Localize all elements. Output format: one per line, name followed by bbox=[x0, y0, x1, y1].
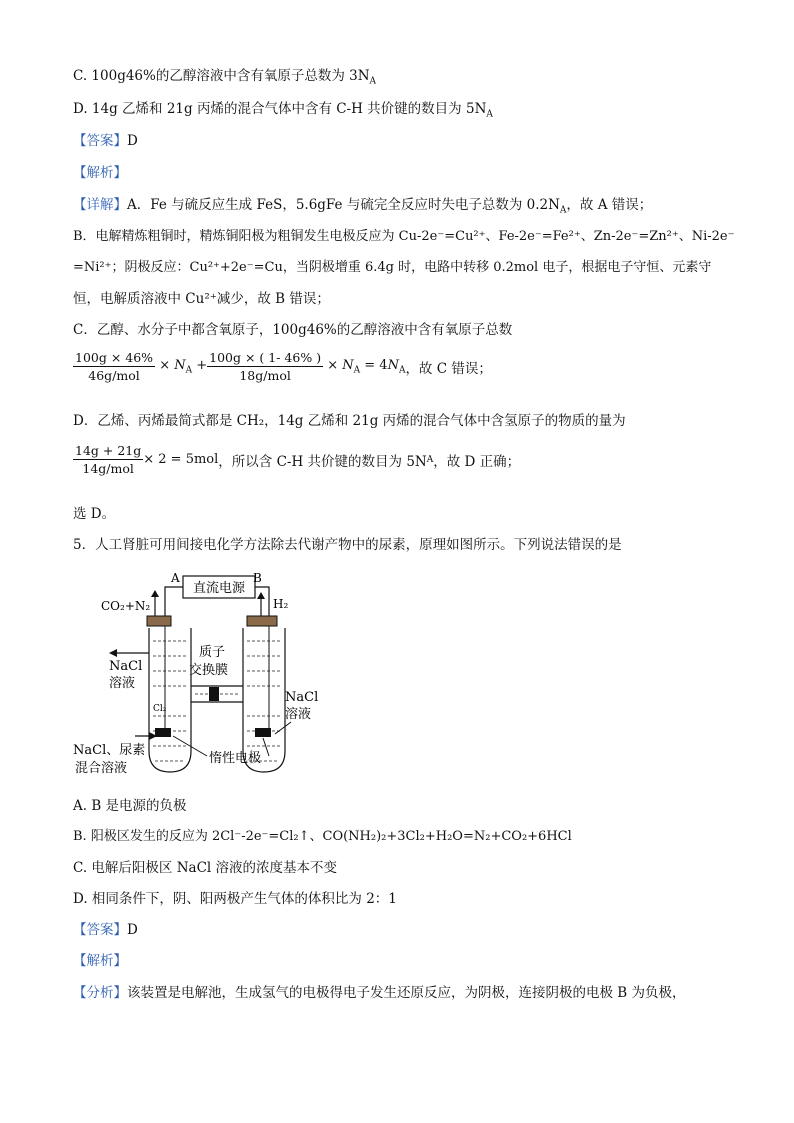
detail-b-3: 恒，电解质溶液中 Cu²⁺减少，故 B 错误； bbox=[73, 291, 330, 307]
q5-option-d: D. 相同条件下，阴、阳两极产生气体的体积比为 2：1 bbox=[73, 891, 397, 907]
membrane-label-2: 交换膜 bbox=[189, 663, 229, 678]
answer-2: 【答案】D bbox=[73, 922, 138, 938]
detail-d-1: D．乙烯、丙烯最简式都是 CH₂，14g 乙烯和 21g 丙烯的混合气体中含氢原子的物质的量为 bbox=[73, 413, 626, 429]
electrolysis-diagram bbox=[73, 566, 355, 782]
answer-1: 【答案】D bbox=[73, 133, 138, 149]
terminal-a-label: A bbox=[171, 571, 180, 585]
fraction-1: $\frac{100g \times 46\%}{\text{46g/mol}}$ bbox=[75, 350, 154, 383]
gas-left-label: CO₂+N₂ bbox=[101, 599, 151, 613]
detail-b-1: B．电解精炼粗铜时，精炼铜阳极为粗铜发生电极反应为 Cu-2e⁻=Cu²⁺、Fe-2e⁻=Fe²⁺、Zn-2e⁻=Zn²⁺、Ni-2e⁻ bbox=[73, 229, 735, 244]
option-c-prev: C. 100g46%的乙醇溶液中含有氧原子总数为 $3N_A$ bbox=[73, 68, 377, 87]
q5-option-b: B. 阳极区发生的反应为 2Cl⁻-2e⁻=Cl₂↑、CO(NH₂)₂+3Cl₂+H₂O=N₂+CO₂+6HCl bbox=[73, 829, 572, 844]
nacl-left-label-2: 溶液 bbox=[109, 676, 136, 691]
gas-right-label: H₂ bbox=[273, 597, 289, 611]
inlet-label-1: NaCl、尿素 bbox=[73, 743, 146, 758]
q5-option-c: C. 电解后阳极区 NaCl 溶液的浓度基本不变 bbox=[73, 860, 338, 876]
analysis-label-2: 【解析】 bbox=[73, 953, 127, 969]
nacl-right-label-1: NaCl bbox=[285, 690, 319, 705]
fraction-2: $\frac{100g \times ( 1- 46\% )}{\text{18g/mol}}$ bbox=[209, 350, 322, 383]
formula-d: $\frac{14g + 21g}{\text{14g/mol}}$ × 2 = 5mol ，所以含 C-H 共价键的数目为 5N A ，故 D 正确； bbox=[75, 443, 521, 476]
inlet-label-2: 混合溶液 bbox=[75, 761, 128, 776]
detail-c-1: C．乙醇、水分子中都含氧原子，100g46%的乙醇溶液中含有氧原子总数 bbox=[73, 322, 513, 338]
formula-c: $\frac{100g \times 46\%}{\text{46g/mol}}$ × $N_A$ + $\frac{100g \times ( 1- 46\% )}{\text{18g/mol}}$ × $N_A = 4N_A$ ，故 C 错误； bbox=[75, 350, 492, 383]
analysis-label-1: 【解析】 bbox=[73, 165, 127, 181]
power-supply-label: 直流电源 bbox=[192, 581, 246, 596]
cl2-label: Cl₂ bbox=[153, 704, 167, 714]
q5-option-a: A. B 是电源的负极 bbox=[73, 798, 187, 814]
analysis-text: 【分析】该装置是电解池，生成氢气的电极得电子发生还原反应，为阴极，连接阴极的电极 B 为负极， bbox=[73, 985, 686, 1001]
conclusion: 选 D。 bbox=[73, 506, 116, 522]
detail-b-2: =Ni²⁺；阴极反应：Cu²⁺+2e⁻=Cu，当阴极增重 6.4g 时，电路中转移 0.2mol 电子，根据电子守恒、元素守 bbox=[73, 260, 712, 275]
nacl-left-label-1: NaCl bbox=[109, 659, 143, 674]
electrode-label: 惰性电极 bbox=[209, 751, 262, 766]
terminal-b-label: B bbox=[253, 571, 262, 585]
detail-a: 【详解】A．Fe 与硫反应生成 FeS，5.6gFe 与硫完全反应时失电子总数为 $0.2N_A$，故 A 错误； bbox=[73, 197, 653, 216]
electrode-left bbox=[155, 728, 171, 737]
electrode-right bbox=[255, 728, 271, 737]
membrane-label-1: 质子 bbox=[199, 645, 226, 660]
proton-membrane bbox=[209, 687, 219, 701]
fraction-3: $\frac{14g + 21g}{\text{14g/mol}}$ bbox=[75, 443, 142, 476]
question-5-stem: 5．人工肾脏可用间接电化学方法除去代谢产物中的尿素，原理如图所示。下列说法错误的是 bbox=[73, 537, 622, 553]
option-d-prev: D. 14g 乙烯和 21g 丙烯的混合气体中含有 C-H 共价键的数目为 $5N_A$ bbox=[73, 101, 493, 120]
nacl-right-label-2: 溶液 bbox=[285, 707, 312, 722]
